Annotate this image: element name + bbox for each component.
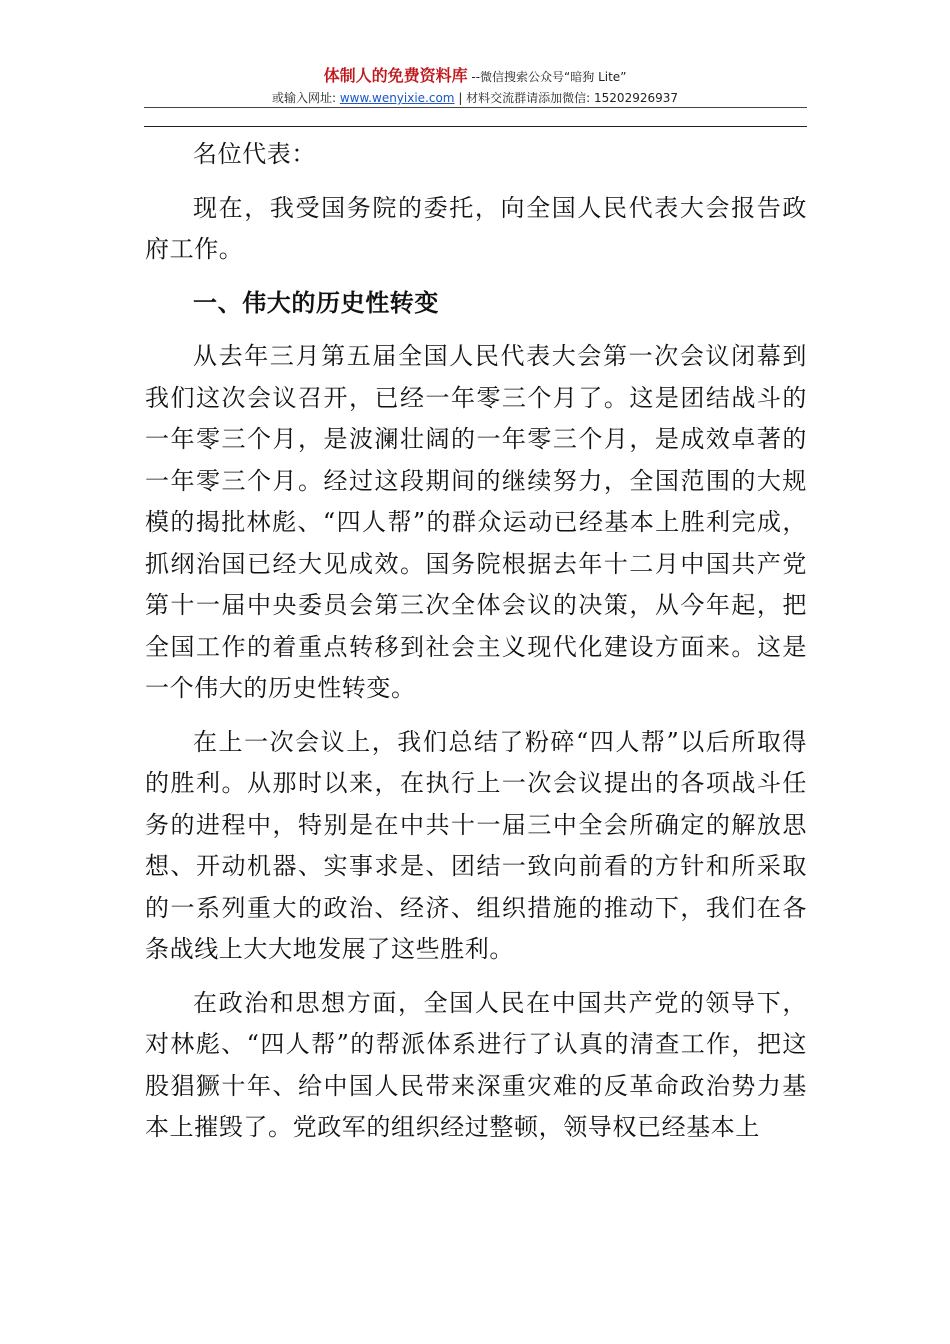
url-prefix: 或输入网址:: [271, 91, 340, 105]
document-body: [145, 134, 807, 1161]
header-title: 体制人的免费资料库: [323, 66, 468, 85]
header-divider-bottom: [144, 126, 807, 127]
website-link[interactable]: www.wenyixie.com: [339, 91, 455, 105]
contact-text: | 材料交流群请添加微信: 15202926937: [454, 91, 679, 105]
section-paragraph-1: 从去年三月第五届全国人民代表大会第一次会议闭幕到我们这次会议召开，已经一年零三个月了。这是团结战斗的一年零三个月，是波澜壮阔的一年零三个月，是成效卓著的一年零三个月。经过这段期间的继续努力，全国范围的大规模的揭批林彪、“四人帮”的群众运动已经基本上胜利完成，抓纲治国已经大见成效。国务院根据去年十二月中国共产党第十一届中央委员会第三次全体会议的决策，从今年起，把全国工作的着重点转移到社会主义现代化建设方面来。这是一个伟大的历史性转变。: [145, 342, 807, 702]
section-paragraph-2: 在上一次会议上，我们总结了粉碎“四人帮”以后所取得的胜利。从那时以来，在执行上一次会议提出的各项战斗任务的进程中，特别是在中共十一届三中全会所确定的解放思想、开动机器、实事求是、团结一致向前看的方针和所采取的一系列重大的政治、经济、组织措施的推动下，我们在各条战线上大大地发展了这些胜利。: [145, 727, 807, 963]
section-heading: 一、伟大的历史性转变: [193, 288, 439, 317]
header-contact-line: [0, 90, 950, 106]
salutation: 名位代表：: [193, 140, 316, 168]
header-subtitle: --微信搜索公众号“暗狗 Lite”: [467, 70, 627, 84]
header-divider-top: [144, 107, 807, 108]
intro-paragraph: 现在，我受国务院的委托，向全国人民代表大会报告政府工作。: [145, 193, 807, 263]
header-promo-line: [0, 66, 950, 87]
section-paragraph-3: 在政治和思想方面，全国人民在中国共产党的领导下，对林彪、“四人帮”的帮派体系进行了认真的清查工作，把这股猖獗十年、给中国人民带来深重灾难的反革命政治势力基本上摧毁了。党政军的组织经过整顿，领导权已经基本上: [145, 988, 807, 1141]
page-header: [0, 66, 950, 106]
